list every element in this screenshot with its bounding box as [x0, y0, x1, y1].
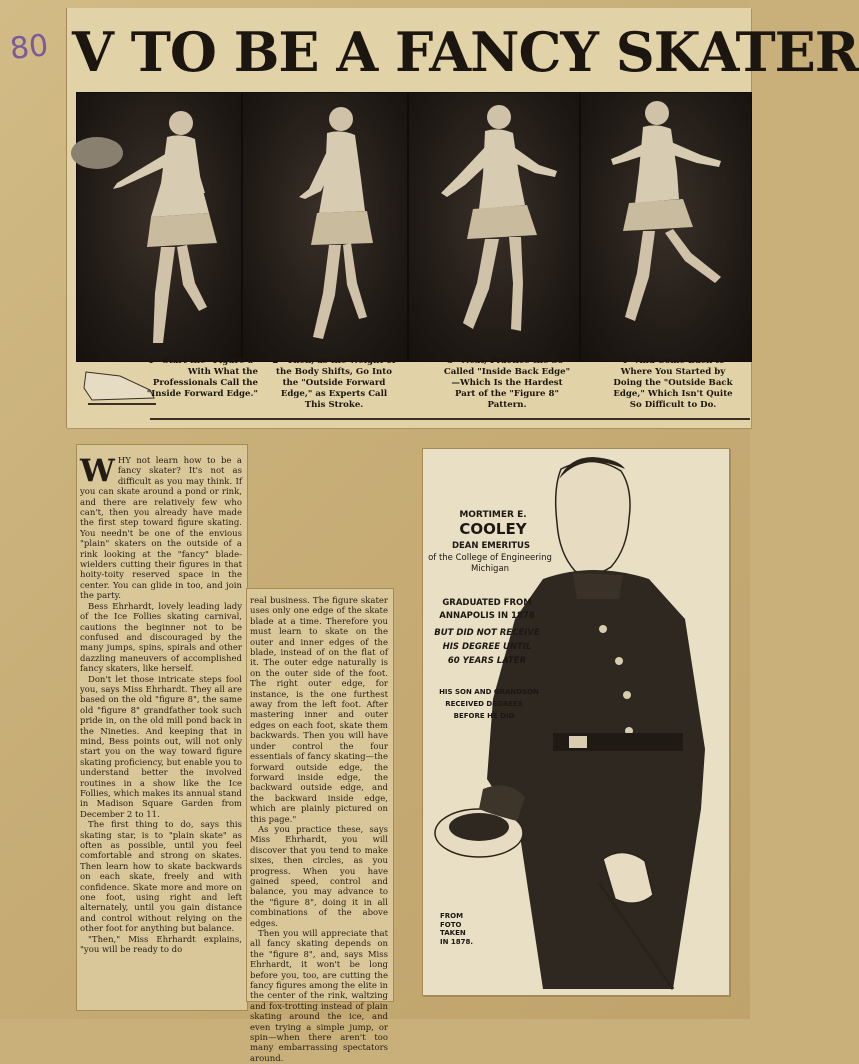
skater-figure-3: [409, 93, 579, 361]
caption-4: 4—And Come Back to Where You Started by Doing the "Outside Back Edge," Which Isn't Quite So Difficult to Do.: [613, 356, 733, 410]
illus-son-line1: HIS SON AND GRANDSON: [439, 688, 539, 696]
illus-title-line2: of the College of Engineering: [428, 553, 552, 563]
illus-grad-line2: ANNAPOLIS IN 1878: [439, 611, 535, 621]
illus-name-line1: MORTIMER E.: [459, 510, 527, 520]
skater-figure-4: [581, 93, 751, 361]
skater-figure-1: [77, 93, 241, 361]
headline: V TO BE A FANCY SKATER: [72, 20, 859, 84]
illus-grad-line1: GRADUATED FROM: [442, 598, 532, 608]
credit-line: FOTO: [440, 920, 462, 929]
skater-figure-2: [243, 93, 407, 361]
article-column-2: [250, 596, 388, 1064]
article-paragraph: HY not learn how to be a fancy skater? It's not as difficult as you may think. If you can skate around a pond or rink, and there are relatively few who can't, then you already have made the first step toward figure skating. You needn't be one of the envious "plain" skaters on the outside of a rink looking at the "fancy" blade-wielders cutting their figures in that hoity-toity reserved space in the center. You can glide in too, and join the party.: [80, 456, 242, 602]
article-paragraph: Don't let those intricate steps fool you, says Miss Ehrhardt. They all are based on the old "figure 8", the same old "figure 8" grandfather took such pride in, on the old mill pond back in the Nineties. And keeping that in mind, Bess points out, will not only start you on the way toward figure skating proficiency, but enable you to understand better the involved routines in a show like the Ice Follies, which makes its annual stand in Madison Square Garden from December 2 to 11.: [80, 674, 242, 820]
skater-photo-3: [408, 92, 580, 362]
photo-strip: [76, 92, 750, 360]
photo-captions: [76, 356, 750, 416]
illus-grad-line5: 60 YEARS LATER: [447, 656, 527, 666]
credit-line: TAKEN: [440, 929, 466, 937]
illus-name-line2: COOLEY: [459, 520, 527, 538]
caption-3: 3—Next, Practice the So-Called "Inside Back Edge" —Which Is the Hardest Part of the "Figure 8" Pattern.: [443, 356, 571, 410]
illus-grad-line3: BUT DID NOT RECEIVE: [434, 628, 540, 638]
caption-2: 2—Then, as the Weight of the Body Shifts, Go Into the "Outside Forward Edge," as Experts Call This Stroke.: [272, 356, 396, 410]
article-paragraph: real business. The figure skater uses only one edge of the skate blade at a time. Therefore you must learn to skate on the outer and inner edges of the blade, instead of on the flat of it. The outer edge naturally is on the outer side of the foot. The right outer edge, for instance, is the one furthest away from the left foot. After mastering inner and outer edges on each foot, skate them backwards. Then you will have under control the four essentials of fancy skating—the forward outside edge, the forward inside edge, the backward outside edge, and the backward inside edge, which are plainly pictured on this page.": [250, 596, 388, 825]
caption-rule: [150, 418, 750, 420]
article-paragraph: The first thing to do, says this skating star, is to "plain skate" as often as possible, until you feel comfortable and strong on skates. Then learn how to skate backwards on each skate, freely and with confidence. Skate more and more on one foot, using right and left alternately, until you gain distance and control without relying on the other foot for anything but balance.: [80, 820, 242, 935]
article-paragraph: "Then," Miss Ehrhardt explains, "you will be ready to do: [80, 934, 242, 956]
drop-cap: W: [80, 453, 115, 489]
illus-son-line2: RECEIVED DEGREES: [445, 700, 523, 708]
illus-grad-line4: HIS DEGREE UNTIL: [442, 642, 532, 652]
article-paragraph: Bess Ehrhardt, lovely leading lady of the Ice Follies skating carnival, cautions the beginner not to be confused and discouraged by the many jumps, spins, spirals and other dazzling maneuvers of accomplished fancy skaters, like herself.: [80, 601, 242, 675]
photo-credit: [440, 912, 473, 946]
illus-title-line1: DEAN EMERITUS: [451, 541, 531, 551]
skater-photo-2: [242, 92, 408, 362]
article-column-1: [80, 453, 242, 1004]
article-paragraph: Then you will appreciate that all fancy skating depends on the "figure 8", and, says Miss Ehrhardt, it won't be long before you, too, are cutting the fancy figures among the elite in the center of the rink, waltzing and fox-trotting instead of plain skating around the ice, and even trying a simple jump, or spin—when there aren't too many embarrassing spectators around.: [250, 929, 388, 1064]
pencil-page-number: 80: [8, 28, 50, 67]
credit-line: IN 1878.: [440, 937, 474, 946]
caption-1: 1—Start the "Figure 8" With What the Professionals Call the "Inside Forward Edge.": [146, 356, 258, 399]
skater-photo-1: [76, 92, 242, 362]
credit-line: FROM: [440, 912, 464, 920]
skater-photo-4: [580, 92, 752, 362]
illus-son-line3: BEFORE HE DID: [453, 712, 515, 720]
article-paragraph: As you practice these, says Miss Ehrhardt, you will discover that you tend to make sixes, then circles, as you progress. When you have gained speed, control and balance, you may advance to the "figure 8", doing it in all combinations of the above edges.: [250, 824, 388, 929]
illus-title-line3: Michigan: [470, 564, 510, 574]
